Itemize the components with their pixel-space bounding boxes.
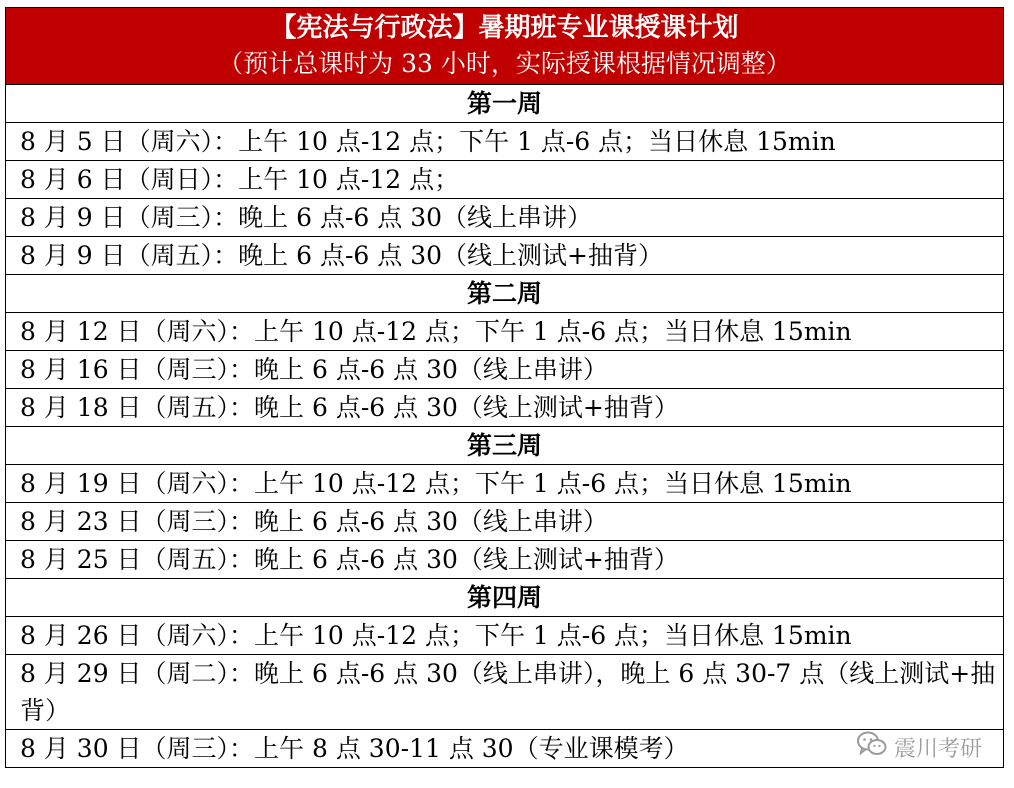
table-row (6, 161, 1004, 199)
schedule-item: 8 月 25 日（周五）：晚上 6 点-6 点 30（线上测试+抽背） (6, 541, 1004, 579)
table-row (6, 465, 1004, 503)
table-row (6, 503, 1004, 541)
table-row (6, 199, 1004, 237)
schedule-item: 8 月 9 日（周三）：晚上 6 点-6 点 30（线上串讲） (6, 199, 1004, 237)
table-row (6, 237, 1004, 275)
table-row (6, 617, 1004, 655)
schedule-table (5, 7, 1004, 768)
schedule-item: 8 月 26 日（周六）：上午 10 点-12 点；下午 1 点-6 点；当日休息 15min (6, 617, 1004, 655)
schedule-item: 8 月 12 日（周六）：上午 10 点-12 点；下午 1 点-6 点；当日休息 15min (6, 313, 1004, 351)
table-row (6, 655, 1004, 730)
schedule-item: 8 月 23 日（周三）：晚上 6 点-6 点 30（线上串讲） (6, 503, 1004, 541)
title-row (6, 8, 1004, 85)
schedule-item: 8 月 5 日（周六）：上午 10 点-12 点；下午 1 点-6 点；当日休息 15min (6, 123, 1004, 161)
week-3-label: 第三周 (6, 427, 1004, 465)
week-2-label: 第二周 (6, 275, 1004, 313)
table-row (6, 351, 1004, 389)
page-title: 【宪法与行政法】暑期班专业课授课计划 (270, 13, 739, 43)
week-4-label: 第四周 (6, 579, 1004, 617)
schedule-item: 8 月 30 日（周三）：上午 8 点 30-11 点 30（专业课模考） (6, 730, 1004, 768)
wechat-icon (856, 730, 888, 764)
week-header-row (6, 85, 1004, 123)
schedule-item: 8 月 9 日（周五）：晚上 6 点-6 点 30（线上测试+抽背） (6, 237, 1004, 275)
schedule-item: 8 月 29 日（周二）：晚上 6 点-6 点 30（线上串讲），晚上 6 点 30-7 点（线上测试+抽背） (6, 655, 1004, 730)
page-subtitle: （预计总课时为 33 小时，实际授课根据情况调整） (218, 49, 791, 78)
week-header-row (6, 427, 1004, 465)
schedule-item: 8 月 19 日（周六）：上午 10 点-12 点；下午 1 点-6 点；当日休息 15min (6, 465, 1004, 503)
week-header-row (6, 579, 1004, 617)
title-cell (6, 8, 1004, 85)
watermark (856, 730, 982, 764)
week-1-label: 第一周 (6, 85, 1004, 123)
schedule-item: 8 月 16 日（周三）：晚上 6 点-6 点 30（线上串讲） (6, 351, 1004, 389)
watermark-text: 震川考研 (893, 736, 982, 762)
schedule-item: 8 月 6 日（周日）：上午 10 点-12 点； (6, 161, 1004, 199)
schedule-item: 8 月 18 日（周五）：晚上 6 点-6 点 30（线上测试+抽背） (6, 389, 1004, 427)
table-row (6, 313, 1004, 351)
table-row (6, 389, 1004, 427)
table-row (6, 730, 1004, 768)
table-row (6, 541, 1004, 579)
week-header-row (6, 275, 1004, 313)
table-row (6, 123, 1004, 161)
